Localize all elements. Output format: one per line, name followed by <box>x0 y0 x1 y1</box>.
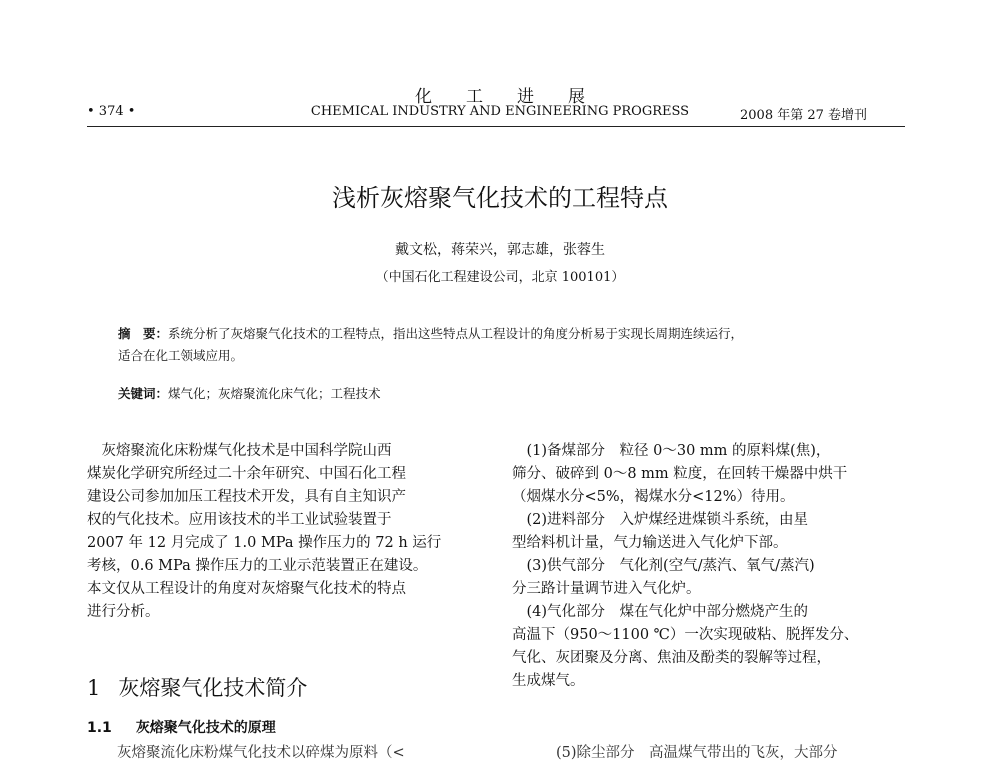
left-line: 建设公司参加加压工程技术开发，具有自主知识产 <box>87 489 406 505</box>
right-line: 分三路计量调节进入气化炉。 <box>512 581 701 597</box>
right-line: (2)进料部分 入炉煤经进煤锁斗系统，由星 <box>512 512 809 528</box>
right-line: 高温下（950～1100 ℃）一次实现破粘、脱挥发分、 <box>512 627 859 643</box>
keywords-label: 关键词： <box>118 386 169 401</box>
right-line: （烟煤水分<5%，褐煤水分<12%）待用。 <box>512 489 795 505</box>
subsection-title: 灰熔聚气化技术的原理 <box>135 720 276 736</box>
abstract-label: 摘 要： <box>118 326 169 341</box>
right-line: 气化、灰团聚及分离、焦油及酚类的裂解等过程， <box>512 650 831 666</box>
right-line: 筛分、破碎到 0～8 mm 粒度，在回转干燥器中烘干 <box>512 466 848 482</box>
left-line: 进行分析。 <box>87 604 160 620</box>
journal-title-en: CHEMICAL INDUSTRY AND ENGINEERING PROGRESS <box>310 104 690 119</box>
article-title: 浅析灰熔聚气化技术的工程特点 <box>332 184 668 212</box>
right-last-line: (5)除尘部分 高温煤气带出的飞灰，大部分 <box>556 745 838 761</box>
abstract <box>118 323 888 367</box>
abstract-line-2: 适合在化工领域应用。 <box>118 348 244 363</box>
left-line: 权的气化技术。应用该技术的半工业试验装置于 <box>87 512 392 528</box>
subsection-heading <box>87 717 276 737</box>
subsection-number: 1.1 <box>87 720 112 736</box>
right-column <box>512 440 907 693</box>
abstract-line-1: 系统分析了灰熔聚气化技术的工程特点，指出这些特点从工程设计的角度分析易于实现长周期连续运行， <box>168 326 744 341</box>
left-line: 本文仅从工程设计的角度对灰熔聚气化技术的特点 <box>87 581 406 597</box>
left-column <box>87 440 479 624</box>
page-number: • 374 • <box>87 104 136 119</box>
authors: 戴文松，蒋荣兴，郭志雄，张蓉生 <box>395 242 605 258</box>
left-line: 灰熔聚流化床粉煤气化技术是中国科学院山西 <box>87 443 392 459</box>
affiliation: （中国石化工程建设公司，北京 100101） <box>375 270 625 285</box>
right-line: 型给料机计量，气力输送进入气化炉下部。 <box>512 535 788 551</box>
section-number: 1 <box>87 676 101 700</box>
keywords-text: 煤气化；灰熔聚流化床气化；工程技术 <box>168 386 381 401</box>
right-line: 生成煤气。 <box>512 673 585 689</box>
left-last-line: 灰熔聚流化床粉煤气化技术以碎煤为原料（< <box>117 745 405 761</box>
issue-info: 2008 年第 27 卷增刊 <box>740 108 868 123</box>
left-line: 考核，0.6 MPa 操作压力的工业示范装置正在建设。 <box>87 558 428 574</box>
left-line: 煤炭化学研究所经过二十余年研究、中国石化工程 <box>87 466 406 482</box>
keywords <box>118 384 381 402</box>
journal-title-cn: 化工进展 <box>415 87 619 107</box>
right-line: (1)备煤部分 粒径 0～30 mm 的原料煤(焦)， <box>512 443 831 459</box>
header-rule <box>87 126 905 127</box>
right-line: (4)气化部分 煤在气化炉中部分燃烧产生的 <box>512 604 809 620</box>
section-title: 灰熔聚气化技术简介 <box>118 676 308 700</box>
left-line: 2007 年 12 月完成了 1.0 MPa 操作压力的 72 h 运行 <box>87 535 442 551</box>
section-heading <box>87 672 307 702</box>
right-line: (3)供气部分 气化剂(空气/蒸汽、氧气/蒸汽) <box>512 558 815 574</box>
